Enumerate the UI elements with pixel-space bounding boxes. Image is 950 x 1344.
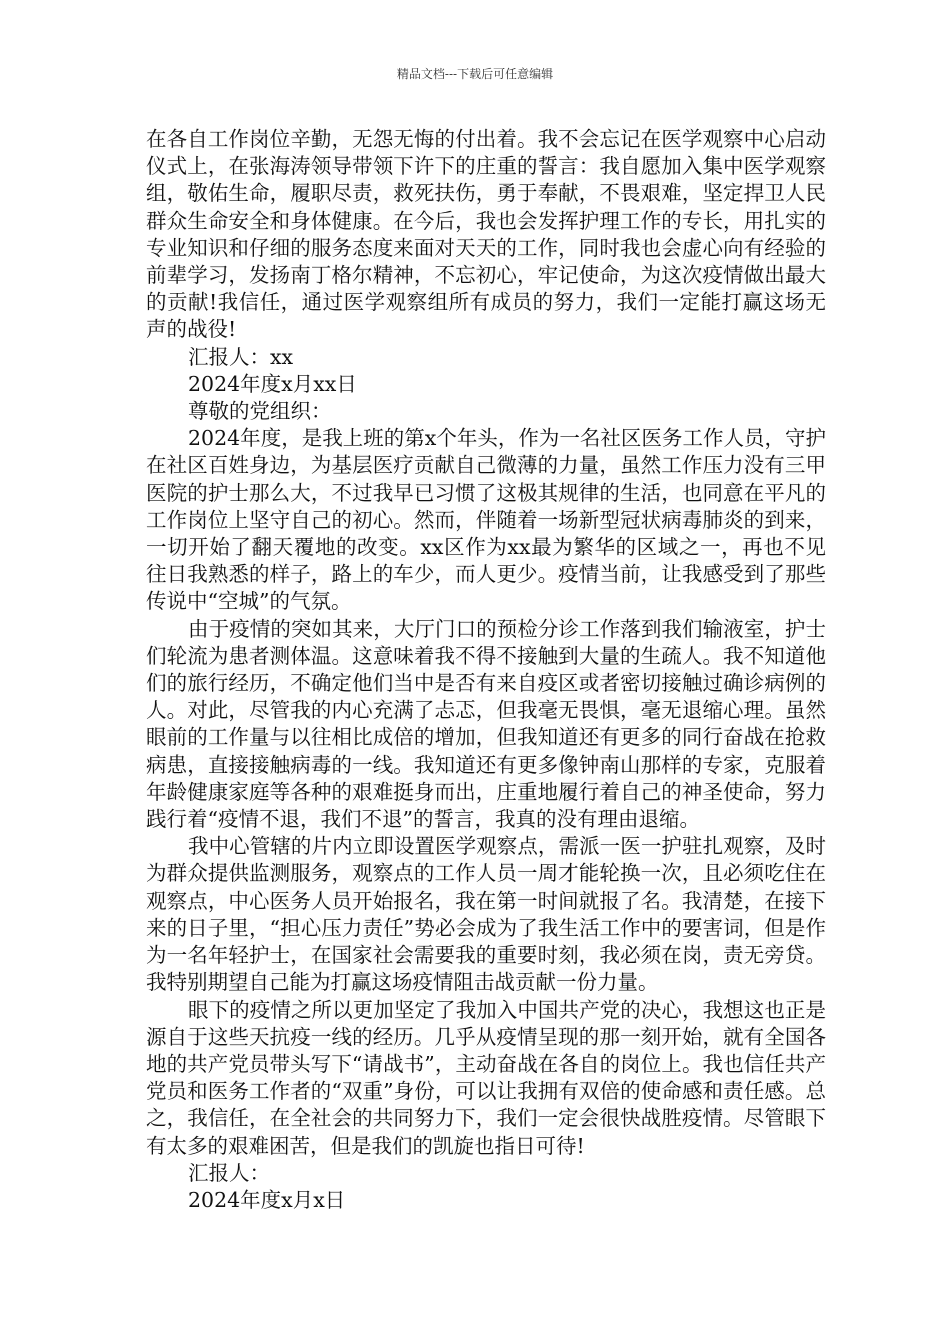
reporter-line: 汇报人：: [188, 1160, 270, 1185]
paragraph: 我中心管辖的片内立即设置医学观察点，需派一医一护驻扎观察，及时为群众提供监测服务，观察点的工作人员一周才能轮换一次，且必须吃住在观察点，中心医务人员开始报名，我在第一时间就报了名。我清楚，在接下来的日子里，“担心压力责任”势必会成为了我生活工作中的要害词，但是作为一名年轻护士，在国家社会需要我的重要时刻，我必须在岗，责无旁贷。我特别期望自己能为打赢这场疫情阻击战贡献一份力量。: [146, 834, 826, 995]
paragraph: 眼下的疫情之所以更加坚定了我加入中国共产党的决心，我想这也正是源自于这些天抗疫一线的经历。几乎从疫情呈现的那一刻开始，就有全国各地的共产党员带头写下“请战书”，主动奋战在各自的岗位上。我也信任共产党员和医务工作者的“双重”身份，可以让我拥有双倍的使命感和责任感。总之，我信任，在全社会的共同努力下，我们一定会很快战胜疫情。尽管眼下有太多的艰难困苦，但是我们的凯旋也指日可待!: [146, 997, 826, 1158]
reporter-line: 汇报人：xx: [188, 344, 294, 369]
paragraph: 在各自工作岗位辛勤，无怨无悔的付出着。我不会忘记在医学观察中心启动仪式上，在张海涛领导带领下许下的庄重的誓言：我自愿加入集中医学观察组，敬佑生命，履职尽责，救死扶伤，勇于奉献，不畏艰难，坚定捍卫人民群众生命安全和身体健康。在今后，我也会发挥护理工作的专长，用扎实的专业知识和仔细的服务态度来面对天天的工作，同时我也会虚心向有经验的前辈学习，发扬南丁格尔精神，不忘初心，牢记使命，为这次疫情做出最大的贡献!我信任，通过医学观察组所有成员的努力，我们一定能打赢这场无声的战役!: [146, 127, 826, 342]
paragraph: 2024年度，是我上班的第x个年头，作为一名社区医务工作人员，守护在社区百姓身边，为基层医疗贡献自己微薄的力量，虽然工作压力没有三甲医院的护士那么大，不过我早已习惯了这极其规律的生活，也同意在平凡的工作岗位上坚守自己的初心。然而，伴随着一场新型冠状病毒肺炎的到来，一切开始了翻天覆地的改变。xx区作为xx最为繁华的区域之一，再也不见往日我熟悉的样子，路上的车少，而人更少。疫情当前，让我感受到了那些传说中“空城”的气氛。: [146, 426, 826, 614]
date-line: 2024年度x月xx日: [188, 371, 357, 396]
paragraph: 由于疫情的突如其来，大厅门口的预检分诊工作落到我们输液室，护士们轮流为患者测体温。这意味着我不得不接触到大量的生疏人。我不知道他们的旅行经历，不确定他们当中是否有来自疫区或者密切接触过确诊病例的人。对此，尽管我的内心充满了忐忑，但我毫无畏惧，毫无退缩心理。虽然眼前的工作量与以往相比成倍的增加，但我知道还有更多的同行奋战在抢救病患，直接接触病毒的一线。我知道还有更多像钟南山那样的专家，克服着年龄健康家庭等各种的艰难挺身而出，庄重地履行着自己的神圣使命，努力践行着“疫情不退，我们不退”的誓言，我真的没有理由退缩。: [146, 616, 826, 832]
document-body: [146, 126, 826, 1214]
date-line: 2024年度x月x日: [188, 1187, 346, 1212]
page-header: 精品文档---下载后可任意编辑: [396, 67, 554, 81]
salutation: 尊敬的党组织：: [188, 399, 332, 424]
